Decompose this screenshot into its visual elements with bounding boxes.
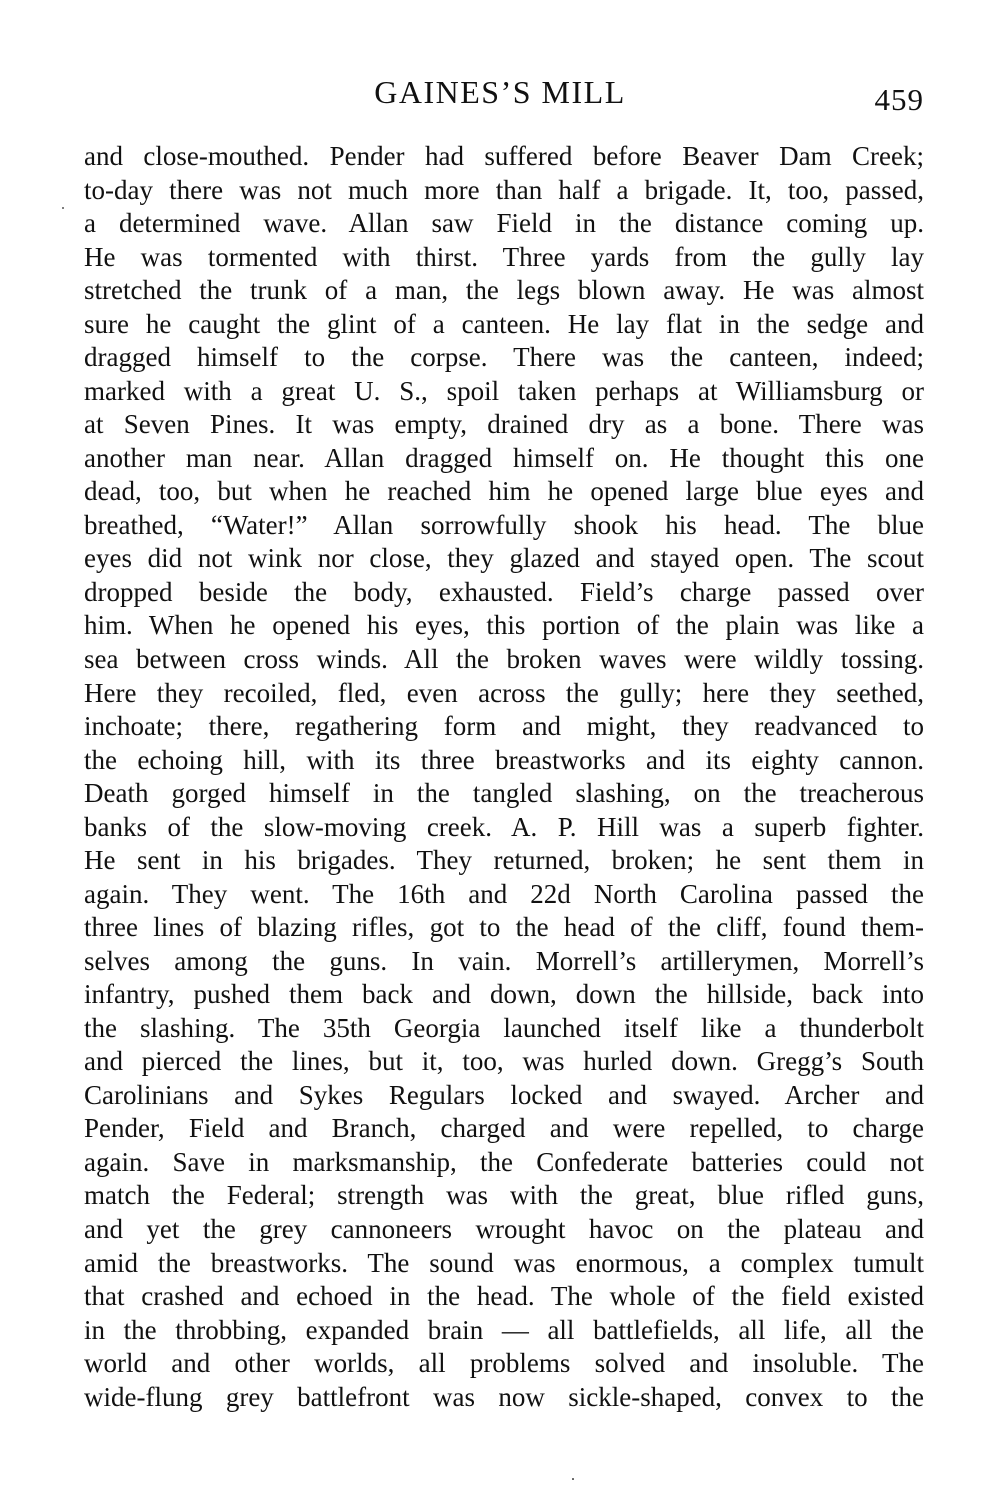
- text-line: selves among the guns. In vain. Morrell’s artillerymen, Morrell’s: [84, 945, 924, 976]
- text-line: to-day there was not much more than half a brigade. It, too, passed,: [84, 174, 924, 205]
- text-line: breathed, “Water!” Allan sorrowfully shook his head. The blue: [84, 509, 924, 540]
- text-line: sea between cross winds. All the broken waves were wildly tossing.: [84, 643, 924, 674]
- text-line: Death gorged himself in the tangled slashing, on the treacherous: [84, 778, 924, 809]
- body-text: [84, 140, 924, 1414]
- page-number: 459: [874, 82, 924, 117]
- text-line: him. When he opened his eyes, this portion of the plain was like a: [84, 610, 924, 641]
- text-line: marked with a great U. S., spoil taken perhaps at Williamsburg or: [84, 375, 924, 406]
- text-line: wide-flung grey battlefront was now sickle-shaped, convex to the: [84, 1381, 924, 1412]
- text-line: a determined wave. Allan saw Field in the distance coming up.: [84, 208, 924, 239]
- text-line: Carolinians and Sykes Regulars locked and swayed. Archer and: [84, 1079, 924, 1110]
- text-line: inchoate; there, regathering form and might, they readvanced to: [84, 711, 924, 742]
- text-line: banks of the slow-moving creek. A. P. Hill was a superb fighter.: [84, 811, 924, 842]
- text-line: and yet the grey cannoneers wrought havoc on the plateau and: [84, 1214, 924, 1244]
- text-line: Here they recoiled, fled, even across the gully; here they seethed,: [84, 677, 924, 708]
- text-line: at Seven Pines. It was empty, drained dry as a bone. There was: [84, 409, 924, 440]
- text-line: He was tormented with thirst. Three yards from the gully lay: [84, 241, 924, 272]
- text-line: eyes did not wink nor close, they glazed and stayed open. The scout: [84, 543, 924, 574]
- text-line: again. They went. The 16th and 22d North Carolina passed the: [84, 878, 924, 909]
- print-speck: [572, 1478, 574, 1480]
- text-line: the echoing hill, with its three breastworks and its eighty cannon.: [84, 744, 924, 775]
- text-line: and pierced the lines, but it, too, was hurled down. Gregg’s South: [84, 1046, 924, 1077]
- text-line: world and other worlds, all problems solved and insoluble. The: [84, 1348, 924, 1379]
- text-line: Pender, Field and Branch, charged and were repelled, to charge: [84, 1113, 924, 1144]
- text-line: He sent in his brigades. They returned, broken; he sent them in: [84, 845, 924, 876]
- text-line: dragged himself to the corpse. There was the canteen, indeed;: [84, 342, 924, 373]
- text-line: match the Federal; strength was with the great, blue rifled guns,: [84, 1180, 924, 1211]
- print-speck: [62, 207, 64, 209]
- page-header: [0, 0, 1000, 130]
- text-line: the slashing. The 35th Georgia launched itself like a thunderbolt: [84, 1012, 924, 1043]
- text-line: three lines of blazing rifles, got to the head of the cliff, found them-: [84, 912, 924, 943]
- text-line: another man near. Allan dragged himself on. He thought this one: [84, 442, 924, 473]
- text-line: again. Save in marksmanship, the Confederate batteries could not: [84, 1146, 924, 1177]
- text-line: amid the breastworks. The sound was enormous, a complex tumult: [84, 1247, 924, 1278]
- text-line: stretched the trunk of a man, the legs blown away. He was almost: [84, 275, 924, 306]
- text-line: sure he caught the glint of a canteen. He lay flat in the sedge and: [84, 308, 924, 339]
- text-line: infantry, pushed them back and down, down the hillside, back into: [84, 979, 924, 1010]
- running-head: GAINES’S MILL: [374, 74, 626, 110]
- text-line: and close-mouthed. Pender had suffered before Beaver Dam Creek;: [84, 141, 924, 171]
- text-line: in the throbbing, expanded brain — all battlefields, all life, all the: [84, 1314, 924, 1345]
- text-line: dead, too, but when he reached him he opened large blue eyes and: [84, 476, 924, 507]
- text-line: that crashed and echoed in the head. The whole of the field existed: [84, 1281, 924, 1312]
- text-line: dropped beside the body, exhausted. Field’s charge passed over: [84, 576, 924, 607]
